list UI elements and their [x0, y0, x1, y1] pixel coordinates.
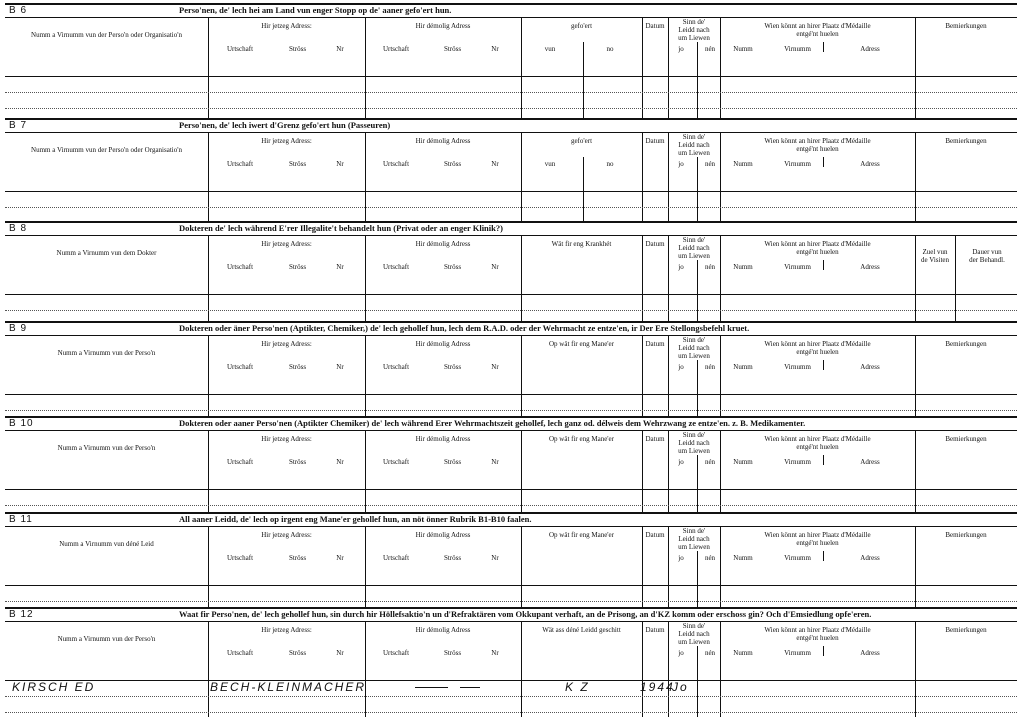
current-address-label: Hir jetzeg Adress: — [261, 22, 312, 30]
header-divider — [5, 394, 1017, 395]
street-label: Ströss — [288, 649, 307, 657]
entry-line — [5, 207, 1017, 208]
street-label: Ströss — [288, 458, 307, 466]
address-label: Adress — [860, 160, 880, 168]
column-divider — [365, 336, 366, 418]
section-b10 — [5, 416, 1017, 514]
duration-label: Dauer vun — [972, 248, 1002, 256]
street-label: Ströss — [288, 263, 307, 271]
medal-recipient-label: Wien könnt an hirer Plaatz d'Médaille — [764, 626, 871, 634]
section-code: B 9 — [9, 323, 28, 334]
number-label: Nr — [336, 649, 344, 657]
alive-question-label: um Liewen — [678, 447, 710, 455]
third-column-label: Op wät fir eng Mane'er — [548, 340, 614, 348]
street-label: Ströss — [288, 45, 307, 53]
street-label: Ströss — [443, 45, 462, 53]
medal-recipient-label: Wien könnt an hirer Plaatz d'Médaille — [764, 531, 871, 539]
section-title: Waat fir Perso'nen, de' lech gehollef hun, sin durch hir Höllefsaktio'n un d'Refraktären vom Okkupant verhaft, an de Prisong, an d'KZ komm oder erschoss gin? Och d'Emsiedlung opfe'eren. — [179, 609, 872, 619]
firstname-label: Virnumm — [784, 160, 811, 168]
column-divider — [915, 527, 916, 609]
number-label: Nr — [336, 458, 344, 466]
third-column-label: Op wät fir eng Mane'er — [548, 531, 614, 539]
visits-label: Zuel vun — [922, 248, 948, 256]
alive-question-label: Leidd nach — [678, 535, 710, 543]
firstname-label: Virnumm — [784, 263, 811, 271]
medal-recipient-label: entgé'nt huelen — [796, 248, 839, 256]
handwritten-year: 1944 — [640, 680, 675, 694]
section-b6 — [5, 3, 1017, 120]
street-label: Ströss — [443, 554, 462, 562]
current-address-label: Hir jetzeg Adress: — [261, 531, 312, 539]
alive-question-label: Sinn de' — [682, 431, 706, 439]
third-column-label: gefo'ert — [570, 137, 593, 145]
column-divider — [521, 431, 522, 514]
column-divider — [365, 431, 366, 514]
entry-line — [5, 712, 1017, 713]
date-label: Datum — [645, 340, 665, 348]
former-address-label: Hir démolig Adress — [415, 626, 471, 634]
medal-recipient-label: Wien könnt an hirer Plaatz d'Médaille — [764, 435, 871, 443]
yes-label: jo — [678, 45, 684, 53]
street-label: Ströss — [443, 263, 462, 271]
alive-question-label: Sinn de' — [682, 236, 706, 244]
sub-divider — [823, 260, 824, 270]
yes-label: jo — [678, 458, 684, 466]
place-label: Urtschaft — [382, 554, 410, 562]
yes-label: jo — [678, 649, 684, 657]
column-divider — [521, 622, 522, 717]
no-label: nén — [704, 554, 716, 562]
alive-question-label: Leidd nach — [678, 141, 710, 149]
column-divider — [208, 133, 209, 223]
column-divider — [365, 622, 366, 717]
date-label: Datum — [645, 435, 665, 443]
address-label: Adress — [860, 45, 880, 53]
entry-line — [5, 601, 1017, 602]
section-title: Dokteren oder aaner Perso'nen (Aptikter Chemiker) de' lech während Erer Wehrmachtszeit gehollef, lech ganz od. délweis dem Wehrzwang ze entze'en. z. B. Medikamenter. — [179, 418, 806, 428]
no-label: nén — [704, 363, 716, 371]
column-divider — [208, 527, 209, 609]
column-divider — [915, 431, 916, 514]
name-column-label: Numm a Virnumm vun der Perso'n oder Organisatio'n — [31, 31, 182, 39]
alive-question-label: Sinn de' — [682, 336, 706, 344]
former-address-label: Hir démolig Adress — [415, 137, 471, 145]
column-divider — [642, 527, 643, 609]
entry-line — [5, 696, 1017, 697]
place-label: Urtschaft — [382, 363, 410, 371]
column-divider — [208, 431, 209, 514]
alive-question-label: Leidd nach — [678, 630, 710, 638]
column-divider — [642, 133, 643, 223]
section-code: B 7 — [9, 120, 28, 131]
surname-label: Numm — [733, 45, 753, 53]
place-label: Urtschaft — [226, 649, 254, 657]
place-label: Urtschaft — [382, 263, 410, 271]
alive-question-label: um Liewen — [678, 252, 710, 260]
section-header — [5, 120, 1017, 133]
alive-question-label: um Liewen — [678, 638, 710, 646]
firstname-label: Virnumm — [784, 458, 811, 466]
firstname-label: Virnumm — [784, 554, 811, 562]
section-header — [5, 418, 1017, 431]
to-label: no — [606, 160, 614, 168]
header-divider — [5, 294, 1017, 295]
place-label: Urtschaft — [226, 554, 254, 562]
column-divider — [208, 622, 209, 717]
place-label: Urtschaft — [382, 458, 410, 466]
street-label: Ströss — [288, 554, 307, 562]
entry-line — [5, 92, 1017, 93]
section-b11 — [5, 512, 1017, 609]
date-label: Datum — [645, 531, 665, 539]
alive-question-label: Sinn de' — [682, 527, 706, 535]
place-label: Urtschaft — [382, 45, 410, 53]
street-label: Ströss — [288, 363, 307, 371]
former-address-label: Hir démolig Adress — [415, 531, 471, 539]
name-column-label: Numm a Virnumm vun der Perso'n — [57, 349, 156, 357]
third-column-label: Wät fir eng Krankhét — [551, 240, 612, 248]
medal-recipient-label: Wien könnt an hirer Plaatz d'Médaille — [764, 22, 871, 30]
firstname-label: Virnumm — [784, 649, 811, 657]
medal-recipient-label: Wien könnt an hirer Plaatz d'Médaille — [764, 240, 871, 248]
place-label: Urtschaft — [226, 263, 254, 271]
entry-line — [5, 310, 1017, 311]
street-label: Ströss — [288, 160, 307, 168]
visits-label: de Visiten — [920, 256, 950, 264]
alive-question-label: um Liewen — [678, 149, 710, 157]
name-column-label: Numm a Virnumm vun dem Dokter — [56, 249, 157, 257]
column-divider — [208, 336, 209, 418]
current-address-label: Hir jetzeg Adress: — [261, 435, 312, 443]
remarks-label: Bemierkungen — [945, 626, 987, 634]
from-label: vun — [544, 45, 556, 53]
entry-line — [5, 108, 1017, 109]
surname-label: Numm — [733, 649, 753, 657]
street-label: Ströss — [443, 160, 462, 168]
yes-label: jo — [678, 263, 684, 271]
medal-recipient-label: Wien könnt an hirer Plaatz d'Médaille — [764, 340, 871, 348]
street-label: Ströss — [443, 363, 462, 371]
alive-question-label: um Liewen — [678, 543, 710, 551]
sub-divider — [823, 455, 824, 465]
sub-divider — [697, 157, 698, 223]
column-divider — [915, 18, 916, 120]
section-code: B 6 — [9, 5, 28, 16]
sub-divider — [823, 551, 824, 561]
alive-question-label: Sinn de' — [682, 133, 706, 141]
surname-label: Numm — [733, 363, 753, 371]
section-b7 — [5, 118, 1017, 223]
number-label: Nr — [491, 263, 499, 271]
column-divider — [521, 18, 522, 120]
date-label: Datum — [645, 240, 665, 248]
column-divider — [521, 133, 522, 223]
column-divider — [915, 622, 916, 717]
remarks-label: Bemierkungen — [945, 340, 987, 348]
section-b8 — [5, 221, 1017, 323]
duration-label: der Behandl. — [969, 256, 1005, 264]
handwritten-answer: Jo — [672, 680, 689, 694]
yes-label: jo — [678, 160, 684, 168]
alive-question-label: Sinn de' — [682, 622, 706, 630]
address-label: Adress — [860, 363, 880, 371]
address-label: Adress — [860, 263, 880, 271]
surname-label: Numm — [733, 263, 753, 271]
date-label: Datum — [645, 22, 665, 30]
street-label: Ströss — [443, 649, 462, 657]
place-label: Urtschaft — [226, 363, 254, 371]
place-label: Urtschaft — [382, 160, 410, 168]
place-label: Urtschaft — [382, 649, 410, 657]
to-label: no — [606, 45, 614, 53]
pen-stroke — [415, 687, 448, 688]
medal-recipient-label: entgé'nt huelen — [796, 30, 839, 38]
section-title: Dokteren oder äner Perso'nen (Aptikter, Chemiker,) de' lech gehollef hun, lech dem R.A.D. oder der Wehrmacht ze entze'en, ir Der Ere Stellongsbefehl kruet. — [179, 323, 750, 333]
alive-question-label: Leidd nach — [678, 244, 710, 252]
column-divider — [915, 133, 916, 223]
section-header — [5, 5, 1017, 18]
remarks-label: Bemierkungen — [945, 531, 987, 539]
column-divider — [642, 622, 643, 717]
column-divider — [642, 18, 643, 120]
section-title: Perso'nen, de' lech hei am Land vun enger Stopp op de' aaner gefo'ert hun. — [179, 5, 452, 15]
current-address-label: Hir jetzeg Adress: — [261, 626, 312, 634]
medal-recipient-label: entgé'nt huelen — [796, 634, 839, 642]
sub-divider — [823, 157, 824, 167]
column-divider — [915, 336, 916, 418]
alive-question-label: um Liewen — [678, 34, 710, 42]
number-label: Nr — [491, 363, 499, 371]
name-column-label: Numm a Virnumm vun der Perso'n — [57, 444, 156, 452]
surname-label: Numm — [733, 458, 753, 466]
medal-recipient-label: Wien könnt an hirer Plaatz d'Médaille — [764, 137, 871, 145]
section-header — [5, 514, 1017, 527]
no-label: nén — [704, 45, 716, 53]
no-label: nén — [704, 458, 716, 466]
header-divider — [5, 489, 1017, 490]
remarks-label: Bemierkungen — [945, 435, 987, 443]
section-code: B 12 — [9, 609, 34, 620]
place-label: Urtschaft — [226, 458, 254, 466]
column-divider — [365, 18, 366, 120]
name-column-label: Numm a Virnumm vun déné Leid — [59, 540, 154, 548]
section-code: B 11 — [9, 514, 33, 525]
header-divider — [5, 76, 1017, 77]
no-label: nén — [704, 160, 716, 168]
column-divider — [642, 336, 643, 418]
sub-divider — [823, 42, 824, 52]
address-label: Adress — [860, 554, 880, 562]
surname-label: Numm — [733, 160, 753, 168]
alive-question-label: Sinn de' — [682, 18, 706, 26]
firstname-label: Virnumm — [784, 363, 811, 371]
sub-divider — [697, 646, 698, 717]
section-title: All aaner Leidd, de' lech op irgent eng Mane'er gehollef hun, an nöt önner Rubrik B1-B10 faalen. — [179, 514, 532, 524]
number-label: Nr — [491, 45, 499, 53]
handwritten-place: BECH-KLEINMACHER — [210, 680, 367, 694]
sub-divider — [583, 157, 584, 223]
column-divider — [521, 336, 522, 418]
date-label: Datum — [645, 626, 665, 634]
header-divider — [5, 585, 1017, 586]
address-label: Adress — [860, 458, 880, 466]
column-divider — [365, 527, 366, 609]
sub-divider — [823, 360, 824, 370]
number-label: Nr — [336, 554, 344, 562]
number-label: Nr — [336, 363, 344, 371]
medal-recipient-label: entgé'nt huelen — [796, 443, 839, 451]
yes-label: jo — [678, 363, 684, 371]
header-divider — [5, 191, 1017, 192]
section-b9 — [5, 321, 1017, 418]
entry-line — [5, 410, 1017, 411]
former-address-label: Hir démolig Adress — [415, 340, 471, 348]
remarks-label: Bemierkungen — [945, 22, 987, 30]
current-address-label: Hir jetzeg Adress: — [261, 137, 312, 145]
yes-label: jo — [678, 554, 684, 562]
no-label: nén — [704, 649, 716, 657]
third-column-label: gefo'ert — [570, 22, 593, 30]
entry-line — [5, 505, 1017, 506]
from-label: vun — [544, 160, 556, 168]
medal-recipient-label: entgé'nt huelen — [796, 539, 839, 547]
place-label: Urtschaft — [226, 160, 254, 168]
number-label: Nr — [336, 263, 344, 271]
pen-stroke — [460, 687, 480, 688]
handwritten-fate: K Z — [565, 680, 590, 694]
third-column-label: Wät ass déné Leidd geschitt — [542, 626, 621, 634]
number-label: Nr — [491, 160, 499, 168]
address-label: Adress — [860, 649, 880, 657]
former-address-label: Hir démolig Adress — [415, 22, 471, 30]
sub-divider — [823, 646, 824, 656]
surname-label: Numm — [733, 554, 753, 562]
date-label: Datum — [645, 137, 665, 145]
alive-question-label: Leidd nach — [678, 439, 710, 447]
number-label: Nr — [491, 649, 499, 657]
column-divider — [208, 18, 209, 120]
no-label: nén — [704, 263, 716, 271]
section-header — [5, 609, 1017, 622]
third-column-label: Op wät fir eng Mane'er — [548, 435, 614, 443]
number-label: Nr — [491, 458, 499, 466]
section-header — [5, 323, 1017, 336]
remarks-label: Bemierkungen — [945, 137, 987, 145]
section-b12 — [5, 607, 1017, 717]
column-divider — [642, 431, 643, 514]
section-title: Dokteren de' lech während E'rer Illegalite't behandelt hun (Privat oder an enger Klinik?) — [179, 223, 503, 233]
number-label: Nr — [336, 160, 344, 168]
section-code: B 10 — [9, 418, 34, 429]
alive-question-label: Leidd nach — [678, 26, 710, 34]
column-divider — [365, 133, 366, 223]
medal-recipient-label: entgé'nt huelen — [796, 145, 839, 153]
sub-divider — [697, 260, 698, 323]
current-address-label: Hir jetzeg Adress: — [261, 240, 312, 248]
number-label: Nr — [491, 554, 499, 562]
section-code: B 8 — [9, 223, 28, 234]
current-address-label: Hir jetzeg Adress: — [261, 340, 312, 348]
header-divider — [5, 680, 1017, 681]
column-divider — [521, 527, 522, 609]
firstname-label: Virnumm — [784, 45, 811, 53]
handwritten-name: KIRSCH ED — [12, 680, 96, 694]
former-address-label: Hir démolig Adress — [415, 435, 471, 443]
alive-question-label: Leidd nach — [678, 344, 710, 352]
alive-question-label: um Liewen — [678, 352, 710, 360]
medal-recipient-label: entgé'nt huelen — [796, 348, 839, 356]
former-address-label: Hir démolig Adress — [415, 240, 471, 248]
street-label: Ströss — [443, 458, 462, 466]
section-title: Perso'nen, de' lech iwert d'Grenz gefo'ert hun (Passeuren) — [179, 120, 391, 130]
place-label: Urtschaft — [226, 45, 254, 53]
number-label: Nr — [336, 45, 344, 53]
name-column-label: Numm a Virnumm vun der Perso'n oder Organisatio'n — [31, 146, 182, 154]
section-header — [5, 223, 1017, 236]
name-column-label: Numm a Virnumm vun der Perso'n — [57, 635, 156, 643]
